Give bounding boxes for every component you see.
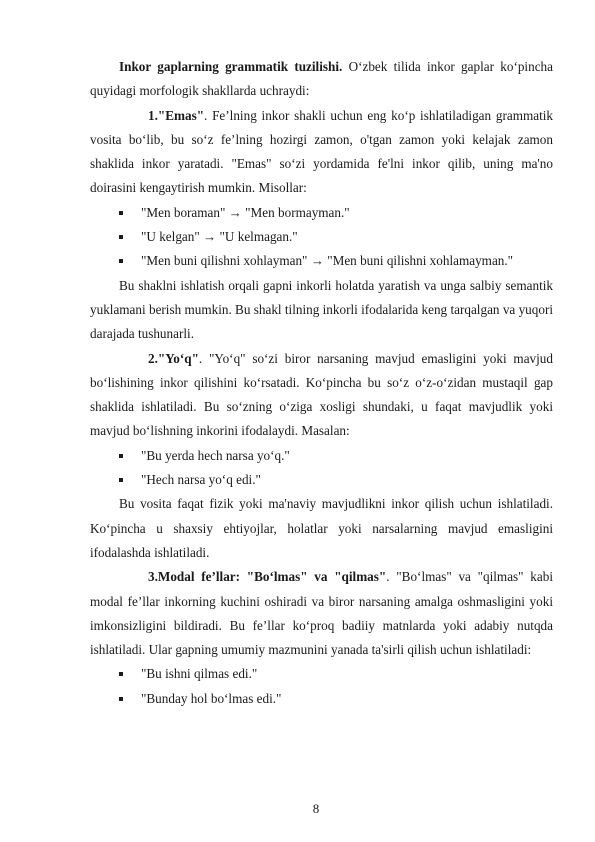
section-1-examples bbox=[90, 201, 553, 274]
section-1-after: Bu shaklni ishlatish orqali gapni inkorli holatda yaratish va unga salbiy semantik yuklamani berish mumkin. Bu shakl tilning inkorli ifodalarida keng tarqalgan va yuqori darajada tushunarli. bbox=[90, 277, 553, 342]
list-item bbox=[90, 444, 553, 468]
bullet-icon bbox=[119, 259, 123, 263]
section-3-examples bbox=[90, 662, 553, 711]
page-content bbox=[90, 55, 553, 711]
section-1-heading: "Emas" bbox=[157, 107, 205, 123]
page-number: 8 bbox=[312, 801, 320, 816]
bullet-icon bbox=[119, 454, 123, 458]
section-3-paragraph bbox=[90, 565, 553, 662]
example-text: "Bu yerda hech narsa yo‘q." bbox=[141, 447, 290, 463]
example-text: "Bunday hol bo‘lmas edi." bbox=[141, 690, 282, 706]
section-2-after: Bu vosita faqat fizik yoki ma'naviy mavjudlikni inkor qilish uchun ishlatiladi. Ko‘pincha u shaxsiy ehtiyojlar, holatlar yoki narsalarning mavjud emasligini ifodalashda ishlatiladi. bbox=[90, 496, 553, 560]
section-2-examples bbox=[90, 444, 553, 493]
section-2-heading: "Yo‘q" bbox=[157, 350, 199, 366]
list-item bbox=[90, 249, 553, 273]
intro-title: Inkor gaplarning grammatik tuzilishi. bbox=[119, 59, 343, 74]
section-1-number: 1. bbox=[148, 107, 158, 123]
list-item bbox=[90, 687, 553, 711]
example-text: "U kelgan" → "U kelmagan." bbox=[141, 229, 298, 245]
bullet-icon bbox=[119, 478, 123, 482]
section-3-number: 3. bbox=[148, 569, 158, 585]
section-2-number: 2. bbox=[148, 350, 158, 366]
section-2-paragraph bbox=[90, 347, 553, 444]
section-1-text: . Fe’lning inkor shakli uchun eng ko‘p ishlatiladigan grammatik vosita bo‘lib, bu so‘z fe’lning hozirgi zamon, o'tgan zamon yoki kelajak zamon shaklida inkor yaratadi. "Emas" so‘zi yordamida fe'lni inkor qilib, uning ma'no doirasini kengaytirish mumkin. Misollar: bbox=[90, 107, 553, 196]
bullet-icon bbox=[119, 672, 123, 676]
list-item bbox=[90, 662, 553, 686]
section-3-heading: Modal fe’llar: "Bo‘lmas" va "qilmas" bbox=[157, 569, 387, 585]
example-text: "Men buni qilishni xohlayman" → "Men buni qilishni xohlamayman." bbox=[141, 253, 514, 269]
bullet-icon bbox=[119, 211, 123, 215]
list-item bbox=[90, 468, 553, 492]
section-1-paragraph bbox=[90, 104, 553, 201]
example-text: "Men boraman" → "Men bormayman." bbox=[141, 204, 350, 220]
intro-paragraph bbox=[90, 55, 553, 104]
intro-text: O‘zbek tilida inkor gaplar ko‘pincha quyidagi morfologik shakllarda uchraydi: bbox=[90, 59, 553, 99]
list-item bbox=[90, 225, 553, 249]
bullet-icon bbox=[119, 697, 123, 701]
bullet-icon bbox=[119, 235, 123, 239]
section-3-text: . "Bo‘lmas" va "qilmas" kabi modal fe’llar inkorning kuchini oshiradi va biror narsaning amalga oshmasligini yoki imkonsizligini bildiradi. Bu fe’llar ko‘proq badiiy matnlarda yoki adabiy nutqda ishlatiladi. Ular gapning umumiy mazmunini yanada ta'sirli qilish uchun ishlatiladi: bbox=[90, 569, 553, 658]
example-text: "Hech narsa yo‘q edi." bbox=[141, 472, 261, 488]
list-item bbox=[90, 201, 553, 225]
example-text: "Bu ishni qilmas edi." bbox=[141, 666, 258, 682]
section-2-text: . "Yo‘q" so‘zi biror narsaning mavjud emasligini yoki mavjud bo‘lishining inkor qilishini ko‘rsatadi. Ko‘pincha bu so‘z o‘z-o‘zidan mustaqil gap shaklida ishlatiladi. Bu so‘zning o‘ziga xosligi shundaki, u faqat mavjudlik yoki mavjud bo‘lishning inkorini ifodalaydi. Masalan: bbox=[90, 350, 553, 439]
